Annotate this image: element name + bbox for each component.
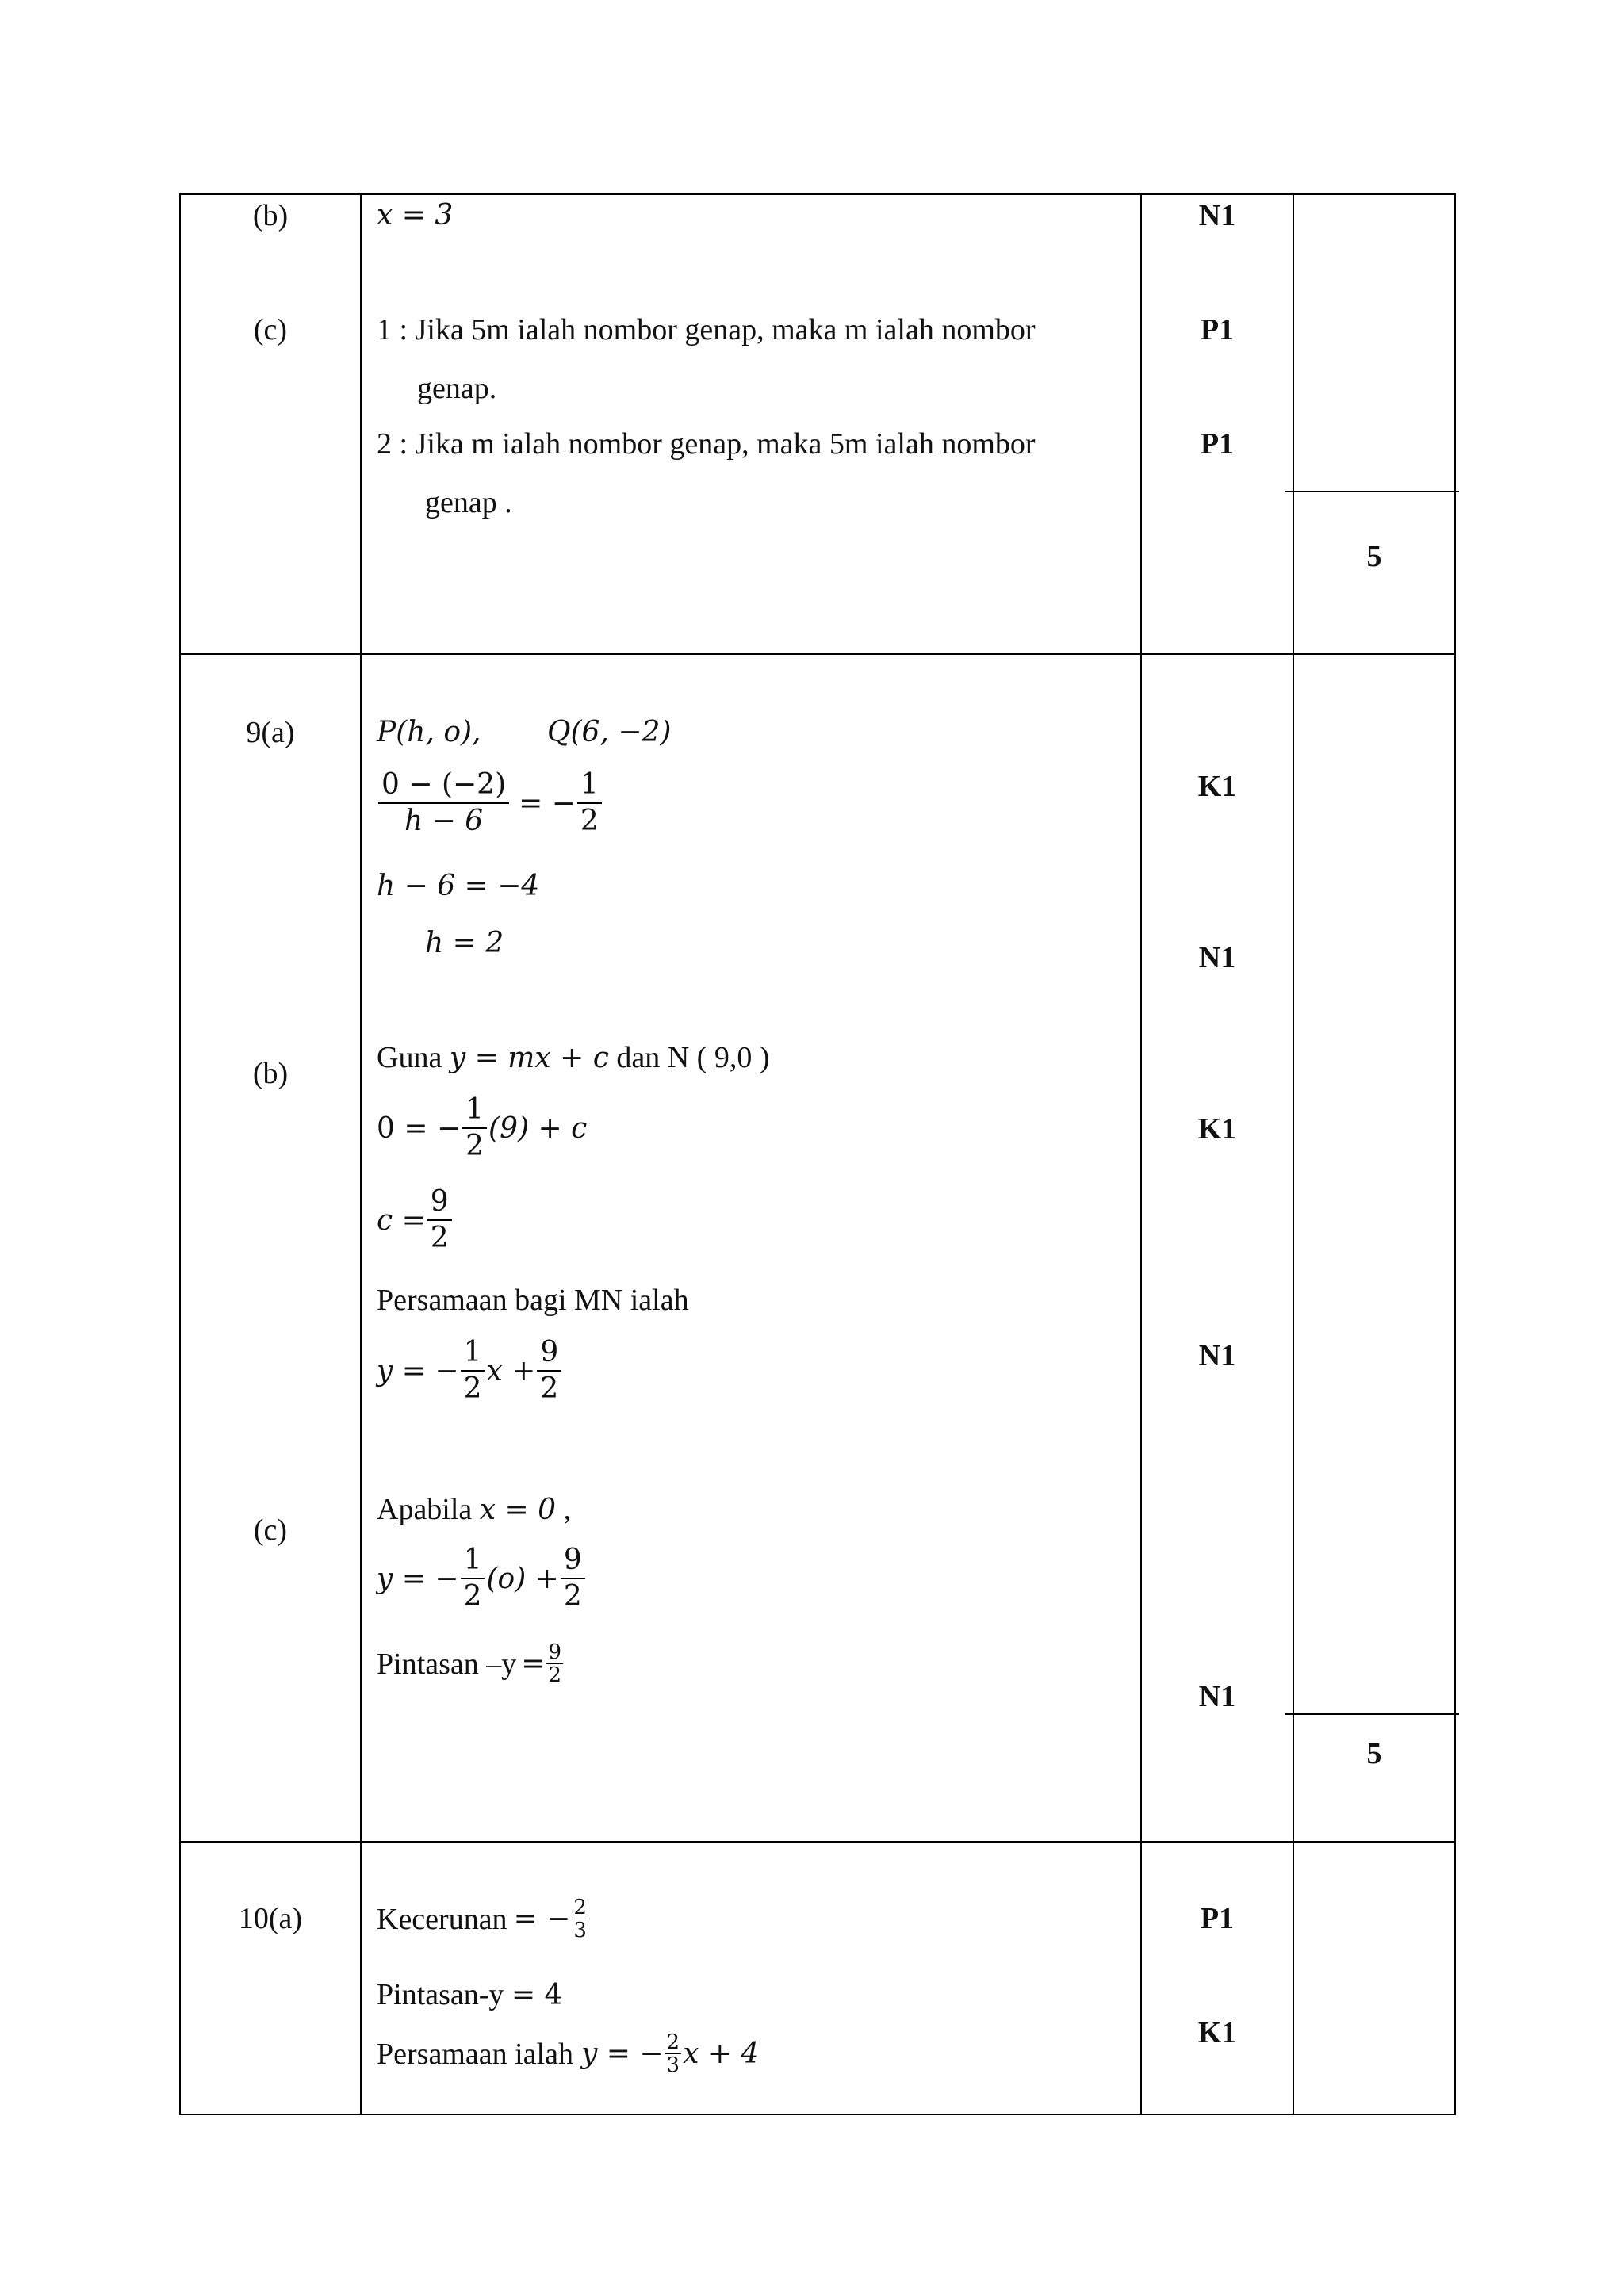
q9-pintasan-line: [377, 1641, 565, 1686]
q10-kecerunan-line: [377, 1896, 590, 1942]
q10-kecerunan-label: Kecerunan: [377, 1902, 508, 1936]
q9-c-nine-den: 2: [563, 1580, 582, 1613]
q9-b-half-num: 1: [462, 1093, 487, 1129]
col-divider-1: [360, 193, 362, 2115]
q9-half-fraction: [577, 767, 602, 839]
q9-point-q: Q(6, −2): [547, 716, 672, 748]
q9-pintasan-fraction: [546, 1641, 563, 1686]
q9-mark-k1-a: K1: [1197, 770, 1237, 803]
q9-half-numerator: 1: [577, 767, 602, 804]
q10-mark-k1: K1: [1197, 2016, 1237, 2049]
q9-nine-den: 2: [430, 1222, 449, 1254]
q9-half-denominator: 2: [580, 805, 599, 837]
q9-guna-line: [377, 1039, 769, 1077]
q9-c-value: [377, 1184, 454, 1256]
q9-mark-k1-b: K1: [1197, 1112, 1237, 1146]
q10-pintasan-line: [377, 1976, 562, 2015]
q9-guna-equation: y = mx + c: [449, 1042, 609, 1074]
q10-x-plus-4: x + 4: [683, 2038, 760, 2070]
q9-mn-x-plus: x +: [486, 1354, 536, 1387]
q9-step2: h = 2: [425, 927, 504, 959]
total-divider-q8: [1285, 491, 1459, 492]
q9-pintasan-den: 2: [548, 1663, 561, 1687]
q9-mn-y-prefix: y = −: [377, 1354, 459, 1387]
q9-mn-nine-num: 9: [537, 1335, 561, 1372]
q10-gradient-num: 2: [573, 1896, 587, 1919]
q9-part-c-label: (c): [253, 1513, 288, 1547]
q9-mn-nine-halves: [537, 1335, 561, 1406]
q10-persamaan-label: Persamaan ialah: [377, 2037, 573, 2071]
q9-c-o-plus: (o) +: [486, 1562, 559, 1595]
q9-gradient-numerator: 0 − (−2): [378, 767, 509, 804]
q10-eq-fraction: [665, 2031, 682, 2076]
q9-gradient-denominator: h − 6: [404, 805, 484, 837]
table-border-right: [1454, 193, 1456, 2115]
table-border-top: [179, 193, 1456, 195]
q9-pintasan-equals: =: [521, 1647, 546, 1680]
q10-y-prefix: y = −: [580, 2038, 664, 2070]
q9-pintasan-num: 9: [548, 1640, 561, 1664]
q8-answer-b: x = 3: [377, 199, 454, 232]
total-divider-q9: [1285, 1713, 1459, 1715]
q8-part-c-label: (c): [253, 313, 288, 346]
q10-eq-num: 2: [666, 2030, 680, 2054]
table-border-bottom: [179, 2114, 1456, 2115]
q8-mark-p1-a: P1: [1200, 313, 1235, 346]
q9-c-equals: c =: [377, 1203, 426, 1237]
q9-b-sub-prefix: 0 = −: [377, 1112, 462, 1145]
q9-persamaan-mn: Persamaan bagi MN ialah: [377, 1284, 689, 1317]
q10-mark-p1: P1: [1200, 1902, 1235, 1935]
q9-total-marks: 5: [1366, 1737, 1382, 1770]
q9-c-half: [461, 1543, 485, 1614]
col-divider-3: [1293, 193, 1294, 2115]
q9-mn-half-num: 1: [461, 1335, 485, 1372]
q10-eq-den: 3: [666, 2053, 680, 2077]
q10-persamaan-line: [377, 2031, 759, 2076]
q9-b-half-den: 2: [465, 1130, 485, 1162]
q8-mark-n1: N1: [1198, 199, 1236, 232]
q9-gradient-equation: [377, 767, 603, 839]
q9-mark-n1-a: N1: [1198, 941, 1236, 974]
q10-kecerunan-equals: = −: [513, 1903, 571, 1935]
q9-point-p: P(h, o),: [377, 716, 481, 748]
row-divider-q9-q10: [179, 1841, 1456, 1843]
q9-guna-suffix: dan N ( 9,0 ): [616, 1041, 770, 1074]
q9-apabila-suffix: ,: [563, 1493, 572, 1526]
q8-c-line1: 1 : Jika 5m ialah nombor genap, maka m ialah nombor: [377, 313, 1036, 346]
q8-part-b-label: (b): [252, 199, 289, 232]
q8-mark-p1-b: P1: [1200, 427, 1235, 461]
q8-c-line2-cont: genap .: [425, 486, 512, 519]
q8-c-line2: 2 : Jika m ialah nombor genap, maka 5m ialah nombor: [377, 427, 1036, 461]
q9-c-nine-halves: [561, 1543, 585, 1614]
q10-gradient-fraction: [572, 1896, 588, 1942]
q9-pintasan-label: Pintasan –y: [377, 1647, 517, 1681]
q9-mn-equation: [377, 1335, 563, 1406]
row-divider-q8-q9: [179, 653, 1456, 655]
q9-b-sub-suffix: (9) + c: [488, 1112, 588, 1145]
q9-c-y-prefix: y = −: [377, 1562, 459, 1595]
q9-c-nine-num: 9: [561, 1543, 585, 1579]
col-divider-2: [1140, 193, 1142, 2115]
q10-pintasan-label: Pintasan-y: [377, 1978, 504, 2011]
q9-c-half-den: 2: [463, 1580, 482, 1613]
q10-pintasan-value: = 4: [511, 1979, 563, 2011]
table-border-left: [179, 193, 181, 2115]
q9-mn-half: [461, 1335, 485, 1406]
q9-part-b-label: (b): [252, 1057, 289, 1090]
q9-apabila-equation: x = 0: [479, 1494, 557, 1526]
q9-mark-n1-b: N1: [1198, 1339, 1236, 1372]
q9-gradient-equals: = −: [519, 786, 576, 820]
q9-apabila-line: [377, 1490, 571, 1529]
q9-nine-num: 9: [427, 1184, 452, 1221]
q9-gradient-fraction: [378, 767, 509, 839]
q9-mark-n1-c: N1: [1198, 1680, 1236, 1713]
q10-part-a-label: 10(a): [238, 1902, 303, 1935]
q9-part-a-label: 9(a): [246, 716, 295, 749]
q9-guna-prefix: Guna: [377, 1041, 442, 1074]
q9-step1: h − 6 = −4: [377, 870, 540, 902]
q8-c-line1-cont: genap.: [417, 372, 497, 405]
q9-apabila-prefix: Apabila: [377, 1493, 473, 1526]
q10-gradient-den: 3: [573, 1919, 587, 1942]
q8-total-marks: 5: [1366, 540, 1382, 573]
q9-c-half-num: 1: [461, 1543, 485, 1579]
q9-mn-half-den: 2: [463, 1372, 482, 1405]
q9-b-substitution: [377, 1093, 587, 1164]
q9-b-half-fraction: [462, 1093, 487, 1164]
q9-mn-nine-den: 2: [540, 1372, 559, 1405]
q9-nine-halves: [427, 1184, 452, 1256]
q9-c-substitution: [377, 1543, 587, 1614]
